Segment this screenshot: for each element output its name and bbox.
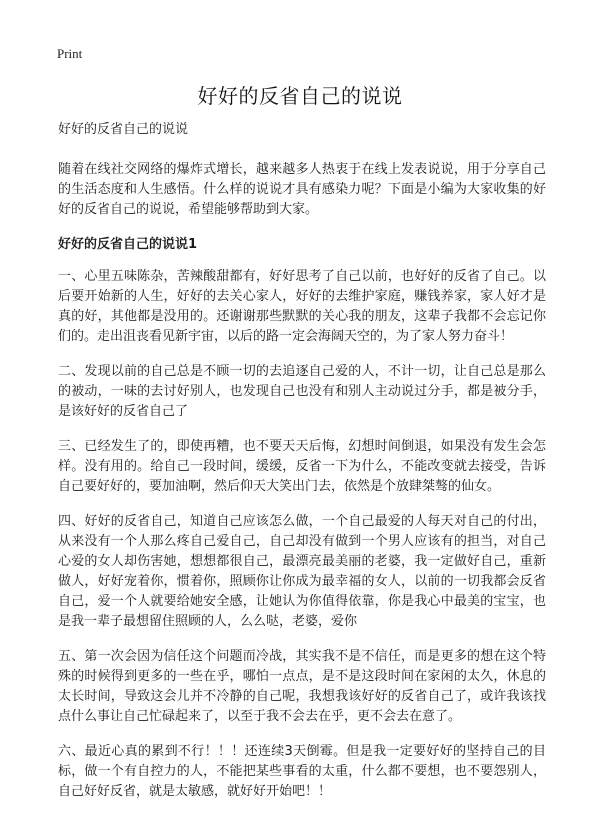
paragraph-1: 一、心里五味陈杂，苦辣酸甜都有，好好思考了自己以前，也好好的反省了自己。以后要开始新的人生，好好的去关心家人，好好的去维护家庭，赚钱养家，家人好才是真的好，其他都是没用的。还谢谢那些默默的关心我的朋友，这辈子我都不会忘记你们的。走出沮丧看见新宇宙，以后的路一定会海阔天空的，为了家人努力奋斗！	[58, 269, 546, 344]
paragraph-3: 三、已经发生了的，即使再糟，也不要天天后悔，幻想时间倒退，如果没有发生会怎样。没有用的。给自己一段时间，缓缓，反省一下为什么，不能改变就去接受，告诉自己要好好的，要加油啊，然后仰天大笑出门去，依然是个放肆桀骜的仙女。	[58, 439, 546, 494]
paragraph-5: 五、第一次会因为信任这个问题而冷战，其实我不是不信任，而是更多的想在这个特殊的时候得到更多的一些在乎，哪怕一点点，是不是这段时间在家闲的太久，休息的太长时间，导致这会儿并不冷静的自己呢，我想我该好好的反省自己了，或许我该找点什么事让自己忙碌起来了，以至于我不会去在乎，更不会去在意了。	[58, 649, 546, 724]
print-link[interactable]: Print	[57, 46, 83, 61]
paragraph-6: 六、最近心真的累到不行！！！还连续3天倒霉。但是我一定要好好的坚持自己的目标，做一个有自控力的人，不能把某些事看的太重，什么都不要想，也不要怨别人，自己好好反省，就是太敏感，就好好开始吧！！	[58, 744, 546, 799]
intro-paragraph: 随着在线社交网络的爆炸式增长，越来越多人热衷于在线上发表说说，用于分享自己的生活态度和人生感悟。什么样的说说才具有感染力呢？下面是小编为大家收集的好好的反省自己的说说，希望能够帮助到大家。	[58, 162, 546, 217]
section-heading: 好好的反省自己的说说1	[58, 237, 198, 252]
page-title: 好好的反省自己的说说	[197, 84, 403, 108]
paragraph-2: 二、发现以前的自己总是不顾一切的去追逐自己爱的人，不计一切，让自己总是那么的被动，一味的去讨好别人，也发现自己也没有和别人主动说过分手，都是被分手，是该好好的反省自己了	[58, 364, 546, 419]
paragraph-4: 四、好好的反省自己，知道自己应该怎么做，一个自己最爱的人每天对自己的付出，从来没有一个人那么疼自己爱自己，自己却没有做到一个男人应该有的担当，对自己心爱的女人却伤害她，想想都很自己，最漂亮最美丽的老婆，我一定做好自己，重新做人，好好宠着你，惯着你，照顾你让你成为最幸福的女人，以前的一切我都会反省自己，爱一个人就要给她安全感，让她认为你值得依靠，你是我心中最美的宝宝，也是我一辈子最想留住照顾的人，么么哒，老婆，爱你	[58, 514, 546, 629]
article-body	[58, 120, 546, 817]
article-subtitle: 好好的反省自己的说说	[58, 122, 189, 137]
